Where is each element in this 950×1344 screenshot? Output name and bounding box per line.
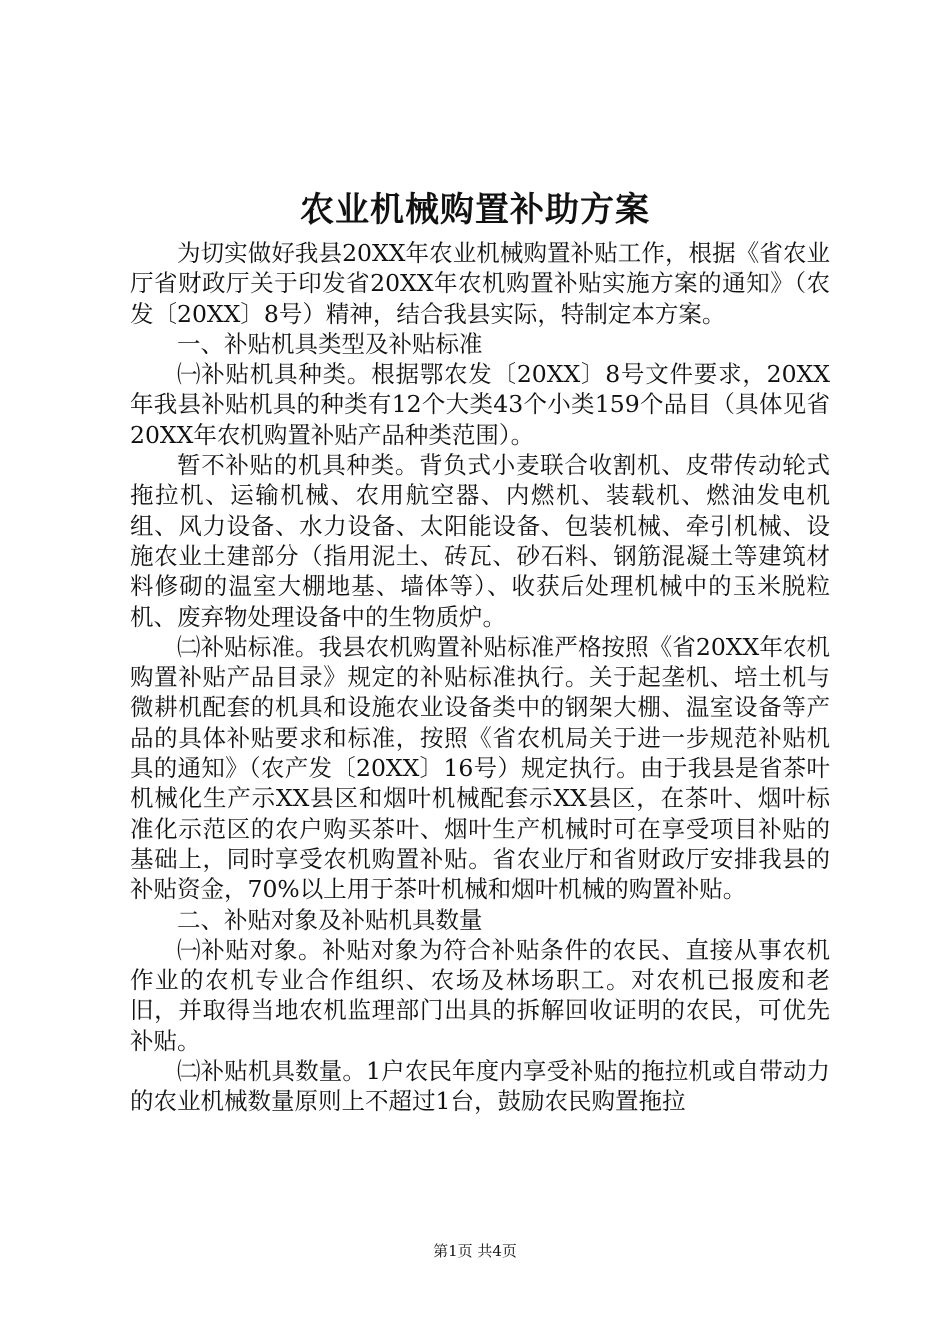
document-body [130, 238, 830, 1117]
paragraph-subsidy-target: ㈠补贴对象。补贴对象为符合补贴条件的农民、直接从事农机作业的农机专业合作组织、农场及林场职工。对农机已报废和老旧，并取得当地农机监理部门出具的拆解回收证明的农民，可优先补贴。 [130, 935, 830, 1055]
section-heading-1: 一、补贴机具类型及补贴标准 [177, 329, 483, 358]
paragraph-intro: 为切实做好我县20XX年农业机械购置补贴工作，根据《省农业厅省财政厅关于印发省20XX年农机购置补贴实施方案的通知》（农发〔20XX〕8号）精神，结合我县实际，特制定本方案。 [130, 239, 830, 328]
paragraph-subsidy-standard: ㈡补贴标准。我县农机购置补贴标准严格按照《省20XX年农机购置补贴产品目录》规定的补贴标准执行。关于起垄机、培土机与微耕机配套的机具和设施农业设备类中的钢架大棚、温室设备等产品的具体补贴要求和标准，按照《省农机局关于进一步规范补贴机具的通知》（农产发〔20XX〕16号）规定执行。由于我县是省茶叶机械化生产示XX县区和烟叶机械配套示XX县区，在茶叶、烟叶标准化示范区的农户购买茶叶、烟叶生产机械时可在享受项目补贴的基础上，同时享受农机购置补贴。省农业厅和省财政厅安排我县的补贴资金，70%以上用于茶叶机械和烟叶机械的购置补贴。 [130, 632, 830, 904]
paragraph-excluded-types: 暂不补贴的机具种类。背负式小麦联合收割机、皮带传动轮式拖拉机、运输机械、农用航空器、内燃机、装载机、燃油发电机组、风力设备、水力设备、太阳能设备、包装机械、牵引机械、设施农业土建部分（指用泥土、砖瓦、砂石料、钢筋混凝土等建筑材料修砌的温室大棚地基、墙体等）、收获后处理机械中的玉米脱粒机、废弃物处理设备中的生物质炉。 [130, 451, 830, 631]
section-heading-2: 二、补贴对象及补贴机具数量 [177, 905, 483, 934]
paragraph-machine-types: ㈠补贴机具种类。根据鄂农发〔20XX〕8号文件要求，20XX年我县补贴机具的种类有12个大类43个小类159个品目（具体见省20XX年农机购置补贴产品种类范围）。 [130, 360, 830, 449]
page-footer: 第1页 共4页 [433, 1242, 517, 1260]
paragraph-machine-quantity: ㈡补贴机具数量。1户农民年度内享受补贴的拖拉机或自带动力的农业机械数量原则上不超过1台，鼓励农民购置拖拉 [130, 1057, 830, 1116]
document-title: 农业机械购置补助方案 [300, 190, 650, 230]
